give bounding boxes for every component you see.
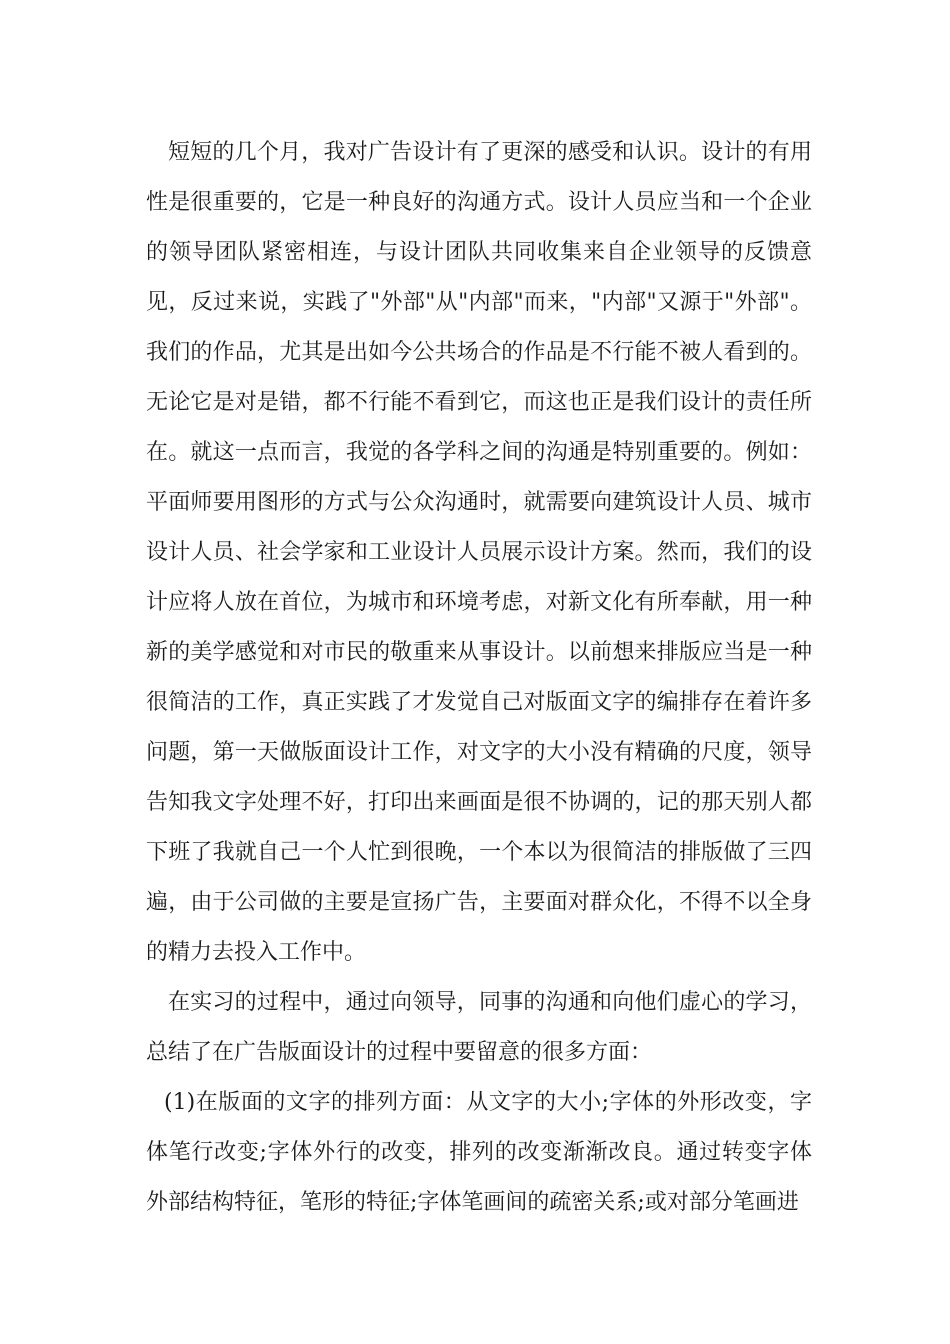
paragraph-learning-summary: 在实习的过程中，通过向领导，同事的沟通和向他们虚心的学习，总结了在广告版面设计的过程中要留意的很多方面： xyxy=(146,990,812,1065)
paragraph-internship-reflection: 短短的几个月，我对广告设计有了更深的感受和认识。设计的有用性是很重要的，它是一种良好的沟通方式。设计人员应当和一个企业的领导团队紧密相连，与设计团队共同收集来自企业领导的反馈意见，反过来说，实践了"外部"从"内部"而来，"内部"又源于"外部"。我们的作品，尤其是出如今公共场合的作品是不行能不被人看到的。无论它是对是错，都不行能不看到它，而这也正是我们设计的责任所在。就这一点而言，我觉的各学科之间的沟通是特别重要的。例如：平面师要用图形的方式与公众沟通时，就需要向建筑设计人员、城市设计人员、社会学家和工业设计人员展示设计方案。然而，我们的设计应将人放在首位，为城市和环境考虑，对新文化有所奉献，用一种新的美学感觉和对市民的敬重来从事设计。以前想来排版应当是一种很简洁的工作，真正实践了才发觉自己对版面文字的编排存在着许多问题，第一天做版面设计工作，对文字的大小没有精确的尺度，领导告知我文字处理不好，打印出来画面是很不协调的，记的那天别人都下班了我就自己一个人忙到很晚，一个本以为很简洁的排版做了三四遍，由于公司做的主要是宣扬广告，主要面对群众化，不得不以全身的精力去投入工作中。 xyxy=(146,140,812,965)
document-body xyxy=(146,128,812,1228)
paragraph-list-item-1: (1)在版面的文字的排列方面：从文字的大小;字体的外形改变，字体笔行改变;字体外行的改变，排列的改变渐渐改良。通过转变字体外部结构特征，笔形的特征;字体笔画间的疏密关系;或对部分笔画进 xyxy=(146,1090,812,1215)
